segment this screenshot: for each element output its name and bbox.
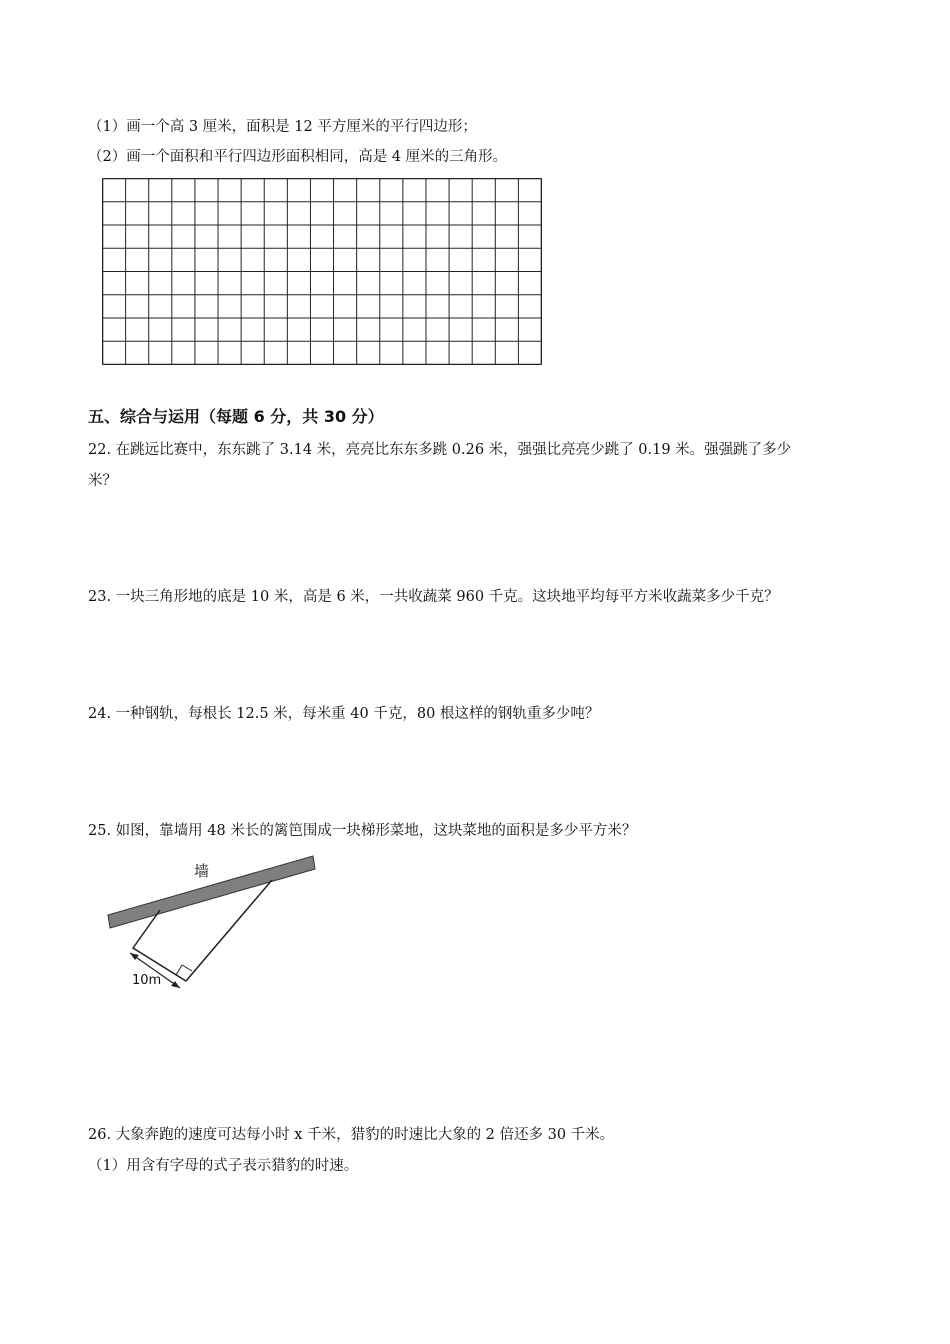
right-angle-marker: [176, 965, 192, 975]
drawing-grid: [102, 178, 542, 365]
question-22-line-1: 22. 在跳远比赛中，东东跳了 3.14 米，亮亮比东东多跳 0.26 米，强强比亮亮少跳了 0.19 米。强强跳了多少: [88, 442, 792, 458]
question-25: 25. 如图，靠墙用 48 米长的篱笆围成一块梯形菜地，这块菜地的面积是多少平方米？: [88, 823, 637, 839]
question-24: 24. 一种钢轨，每根长 12.5 米，每米重 40 千克，80 根这样的钢轨重多少吨？: [88, 706, 600, 722]
question-23: 23. 一块三角形地的底是 10 米，高是 6 米，一共收蔬菜 960 千克。这块地平均每平方米收蔬菜多少千克？: [88, 589, 779, 605]
question-22-line-2: 米？: [88, 473, 117, 489]
part4-item-2: （2）画一个面积和平行四边形面积相同，高是 4 厘米的三角形。: [88, 149, 508, 165]
question-26-line-2: （1）用含有字母的式子表示猎豹的时速。: [88, 1158, 359, 1174]
section-5-heading: 五、综合与运用（每题 6 分，共 30 分）: [88, 407, 384, 426]
wall-bar: [108, 856, 315, 928]
question-26-line-1: 26. 大象奔跑的速度可达每小时 x 千米，猎豹的时速比大象的 2 倍还多 30 千米。: [88, 1127, 615, 1143]
trapezoid-garden-figure: [100, 848, 325, 998]
wall-label: 墙: [194, 862, 210, 880]
part4-item-1: （1）画一个高 3 厘米，面积是 12 平方厘米的平行四边形；: [88, 119, 477, 135]
dimension-label: 10m: [132, 973, 162, 988]
